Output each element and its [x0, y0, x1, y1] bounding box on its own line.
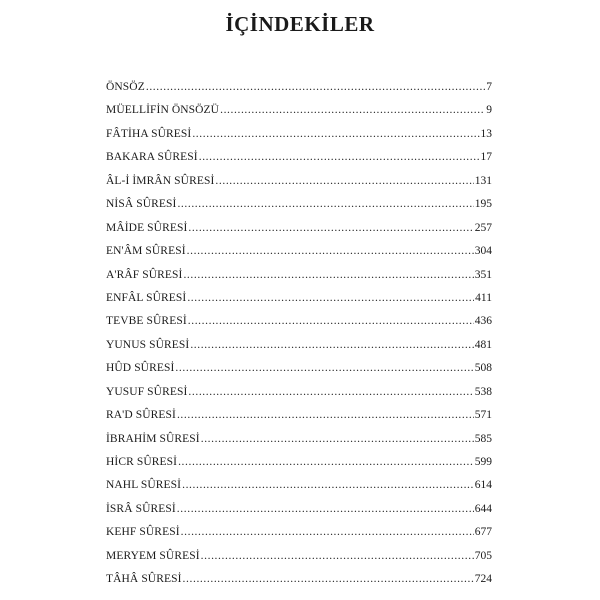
dot-leader	[192, 127, 479, 141]
toc-entry	[106, 572, 492, 595]
toc-entry-page-number: 351	[474, 268, 492, 281]
toc-entry-label: MÜELLİFİN ÖNSÖZÜ	[106, 104, 220, 117]
toc-entry-label: NAHL SÛRESİ	[106, 479, 182, 492]
toc-entry-page-number: 677	[474, 526, 492, 539]
toc-entry-label: YUSUF SÛRESİ	[106, 385, 188, 398]
page-title: İÇİNDEKİLER	[225, 12, 375, 36]
toc-entry	[106, 221, 492, 244]
toc-entry-page-number: 724	[474, 573, 492, 586]
toc-entry-page-number: 17	[480, 151, 492, 164]
toc-entry-page-number: 705	[474, 549, 492, 562]
toc-entry-label: İSRÂ SÛRESİ	[106, 502, 176, 515]
toc-entry-page-number: 599	[474, 456, 492, 468]
dot-leader	[188, 314, 474, 328]
toc-entry	[106, 244, 492, 267]
dot-leader	[177, 408, 474, 422]
table-of-contents	[106, 80, 492, 596]
toc-entry	[106, 338, 492, 361]
toc-entry-page-number: 411	[475, 291, 492, 304]
toc-entry	[106, 432, 492, 455]
dot-leader	[146, 80, 485, 94]
dot-leader	[188, 221, 473, 235]
toc-entry	[106, 127, 492, 150]
toc-entry	[106, 361, 492, 384]
dot-leader	[190, 338, 473, 352]
toc-entry-page-number: 131	[474, 174, 492, 187]
toc-entry	[106, 268, 492, 291]
toc-entry	[106, 314, 492, 337]
toc-entry-page-number: 304	[474, 245, 492, 258]
dot-leader	[215, 174, 473, 188]
toc-entry-page-number: 538	[474, 385, 492, 398]
toc-entry-label: HÛD SÛRESİ	[106, 362, 175, 375]
toc-entry-label: ÖNSÖZ	[106, 81, 145, 93]
dot-leader	[181, 525, 474, 539]
toc-entry	[106, 103, 492, 126]
toc-entry-label: TEVBE SÛRESİ	[106, 315, 187, 328]
dot-leader	[177, 502, 474, 516]
toc-entry-label: NİSÂ SÛRESİ	[106, 198, 177, 211]
toc-entry-page-number: 508	[474, 362, 492, 375]
toc-entry	[106, 80, 492, 103]
toc-entry	[106, 478, 492, 501]
toc-entry-page-number: 436	[474, 315, 492, 328]
toc-entry-label: A'RÂF SÛRESİ	[106, 268, 183, 281]
toc-entry-label: HİCR SÛRESİ	[106, 456, 178, 468]
toc-entry-label: RA'D SÛRESİ	[106, 409, 176, 422]
toc-entry-page-number: 614	[474, 479, 492, 492]
toc-entry-label: MÂİDE SÛRESİ	[106, 221, 188, 234]
toc-entry-label: BAKARA SÛRESİ	[106, 151, 198, 164]
toc-entry-page-number: 7	[486, 81, 492, 93]
toc-entry	[106, 174, 492, 197]
dot-leader	[188, 385, 473, 399]
toc-entry-page-number: 9	[486, 104, 492, 117]
toc-entry-page-number: 257	[474, 221, 492, 234]
dot-leader	[178, 455, 474, 469]
toc-entry-label: FÂTİHA SÛRESİ	[106, 127, 192, 140]
toc-entry-label: EN'ÂM SÛRESİ	[106, 245, 186, 258]
toc-entry-label: KEHF SÛRESİ	[106, 526, 180, 539]
toc-entry	[106, 150, 492, 173]
toc-entry-page-number: 13	[480, 127, 492, 140]
toc-entry	[106, 549, 492, 572]
dot-leader	[175, 361, 473, 375]
toc-entry	[106, 502, 492, 525]
dot-leader	[199, 150, 480, 164]
toc-entry-page-number: 481	[474, 338, 492, 351]
toc-entry-label: ENFÂL SÛRESİ	[106, 291, 187, 304]
dot-leader	[182, 478, 474, 492]
toc-entry-label: YUNUS SÛRESİ	[106, 338, 190, 351]
dot-leader	[187, 244, 474, 258]
dot-leader	[201, 432, 474, 446]
toc-entry	[106, 291, 492, 314]
toc-entry-page-number: 644	[474, 502, 492, 515]
toc-entry	[106, 408, 492, 431]
dot-leader	[183, 268, 473, 282]
toc-entry	[106, 525, 492, 548]
toc-entry	[106, 455, 492, 478]
dot-leader	[220, 103, 485, 117]
toc-entry	[106, 197, 492, 220]
toc-entry-page-number: 571	[474, 409, 492, 422]
toc-entry-label: İBRAHİM SÛRESİ	[106, 432, 200, 445]
toc-entry-page-number: 195	[474, 198, 492, 211]
toc-entry-label: TÂHÂ SÛRESİ	[106, 573, 182, 586]
toc-entry-label: ÂL-İ İMRÂN SÛRESİ	[106, 174, 215, 187]
toc-entry-page-number: 585	[474, 432, 492, 445]
toc-entry-label: MERYEM SÛRESİ	[106, 549, 200, 562]
dot-leader	[183, 572, 474, 586]
dot-leader	[177, 197, 473, 211]
toc-entry	[106, 385, 492, 408]
dot-leader	[201, 549, 474, 563]
dot-leader	[187, 291, 474, 305]
